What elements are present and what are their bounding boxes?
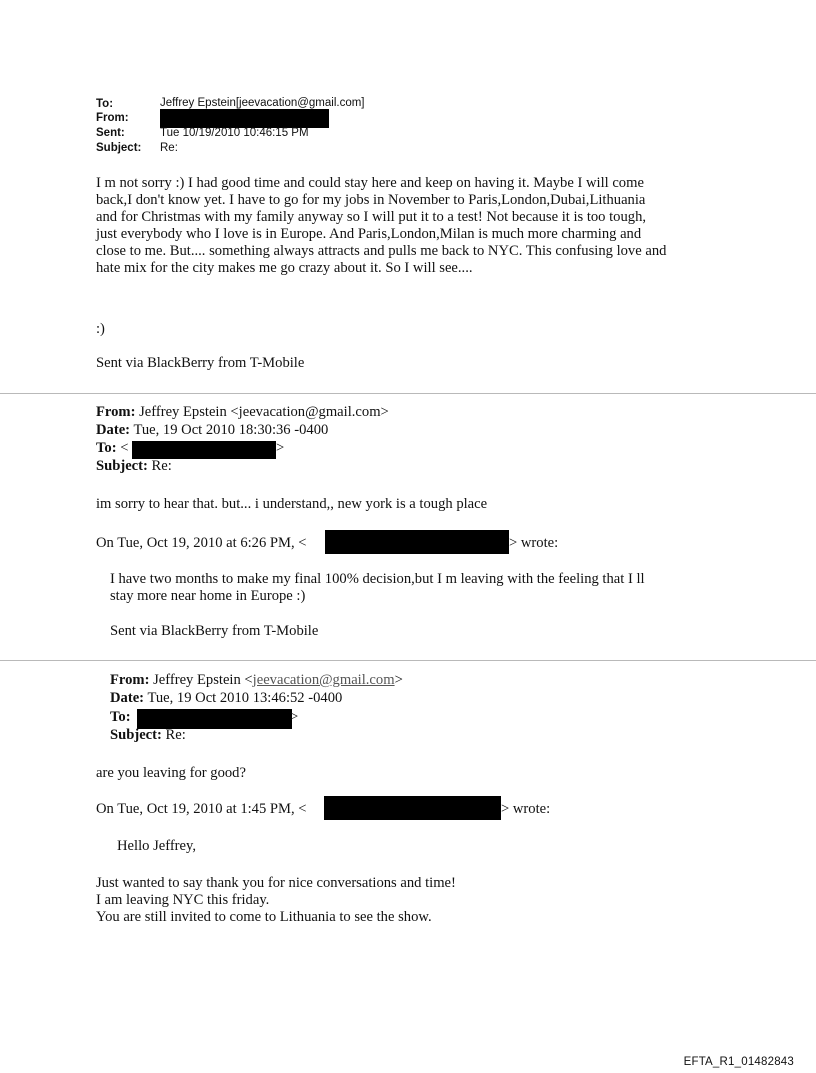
document-id: EFTA_R1_01482843	[683, 1056, 794, 1068]
reply-date	[110, 690, 342, 707]
reply-from	[96, 404, 389, 421]
email-link[interactable]: jeevacation@gmail.com	[252, 672, 395, 688]
date-value: Tue, 19 Oct 2010 13:46:52 -0400	[147, 690, 343, 706]
reply-date	[96, 422, 328, 439]
sent-value: Tue 10/19/2010 10:46:15 PM	[160, 127, 309, 139]
quoted-signature: Sent via BlackBerry from T-Mobile	[110, 623, 319, 639]
to-value: Jeffrey Epstein[jeevacation@gmail.com]	[160, 97, 365, 109]
from-label: From:	[96, 404, 136, 420]
date-label: Date:	[110, 690, 145, 706]
from-label: From:	[96, 112, 129, 124]
separator	[0, 660, 816, 661]
redaction-bar	[132, 441, 276, 459]
reply-subject	[110, 727, 186, 744]
subject-label: Subject:	[96, 142, 142, 154]
quoted-text	[96, 875, 736, 926]
from-label: From:	[110, 672, 150, 688]
wrote-text: > wrote:	[509, 535, 559, 551]
reply-body: are you leaving for good?	[96, 765, 246, 781]
redaction-bar	[160, 109, 329, 128]
from-close: >	[394, 672, 403, 688]
signature-text: Sent via BlackBerry from T-Mobile	[96, 355, 305, 371]
body-line: I m not sorry :) I had good time and could stay here and keep on having it. Maybe I will come	[96, 175, 644, 191]
reply-to	[96, 440, 128, 457]
body-line: and for Christmas with my family anyway so I will put it to a test! Not because it is too tough,	[96, 209, 647, 225]
message-body	[96, 175, 736, 277]
greeting-text: Hello Jeffrey,	[117, 838, 197, 854]
wrote-text: > wrote:	[501, 801, 551, 817]
body-line: close to me. But.... something always attracts and pulls me back to NYC. This confusing love and	[96, 243, 667, 259]
reply-to	[110, 709, 131, 726]
quote-line: You are still invited to come to Lithuania to see the show.	[96, 909, 432, 925]
to-suffix: >	[290, 709, 299, 725]
body-line: just everybody who I love is in Europe. And Paris,London,Milan is much more charming and	[96, 226, 642, 242]
reply-subject	[96, 458, 172, 475]
sent-label: Sent:	[96, 127, 125, 139]
quote-line: I have two months to make my final 100% decision,but I m leaving with the feeling that I ll	[110, 571, 645, 587]
quote-line: I am leaving NYC this friday.	[96, 892, 270, 908]
reply-from	[110, 672, 403, 689]
reply-body: im sorry to hear that. but... i understand,, new york is a tough place	[96, 496, 488, 512]
to-label: To:	[96, 98, 114, 110]
to-prefix: <	[120, 440, 129, 456]
to-suffix: >	[276, 440, 285, 456]
from-value: Jeffrey Epstein <jeevacation@gmail.com>	[139, 404, 389, 420]
quote-line: stay more near home in Europe :)	[110, 588, 306, 604]
redaction-bar	[324, 796, 501, 820]
subject-value: Re:	[151, 458, 172, 474]
to-label: To:	[110, 709, 131, 725]
redaction-bar	[137, 709, 292, 729]
body-line: hate mix for the city makes me go crazy about it. So I will see....	[96, 260, 473, 276]
subject-value: Re:	[165, 727, 186, 743]
quote-attribution: On Tue, Oct 19, 2010 at 6:26 PM, <	[96, 535, 307, 551]
date-value: Tue, 19 Oct 2010 18:30:36 -0400	[133, 422, 329, 438]
body-line: back,I don't know yet. I have to go for my jobs in November to Paris,London,Dubai,Lithuania	[96, 192, 646, 208]
subject-value: Re:	[160, 142, 178, 154]
smiley-text: :)	[96, 321, 105, 337]
quote-attribution: On Tue, Oct 19, 2010 at 1:45 PM, <	[96, 801, 307, 817]
separator	[0, 393, 816, 394]
date-label: Date:	[96, 422, 131, 438]
subject-label: Subject:	[96, 458, 148, 474]
quoted-text	[110, 571, 750, 605]
subject-label: Subject:	[110, 727, 162, 743]
from-name: Jeffrey Epstein <	[153, 672, 253, 688]
to-label: To:	[96, 440, 117, 456]
quote-line: Just wanted to say thank you for nice conversations and time!	[96, 875, 456, 891]
redaction-bar	[325, 530, 509, 554]
